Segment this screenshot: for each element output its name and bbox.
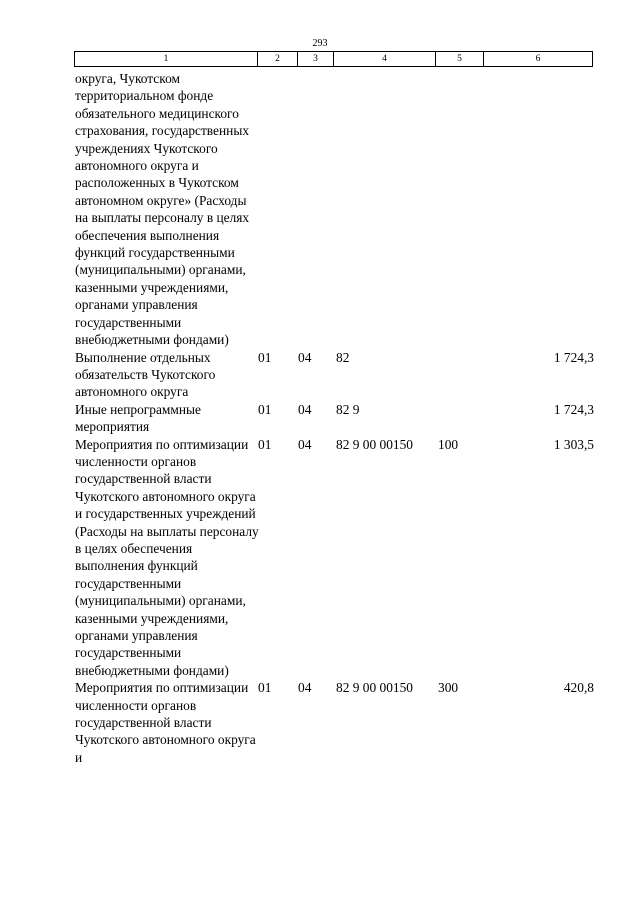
header-col-5: 5 <box>436 52 484 67</box>
row-target-code: 82 <box>336 349 350 365</box>
header-col-2: 2 <box>258 52 298 67</box>
table-row <box>0 679 640 766</box>
row-subsection-code: 04 <box>298 680 312 696</box>
row-description: Мероприятия по оптимизации численности органов государственной власти Чукотского автономного округа и государственных учреждений (Расходы на выплаты персоналу в целях обеспечения выполнения функций государственными (муниципальными) органами, казенными учреждениями, органами управления государственными внебюджетными фондами) <box>75 436 259 678</box>
table-body <box>0 70 640 766</box>
row-description: Мероприятия по оптимизации численности органов государственной власти Чукотского автономного округа и <box>75 680 256 765</box>
header-col-1: 1 <box>75 52 258 67</box>
table-row <box>0 436 640 680</box>
table-row <box>0 401 640 436</box>
row-section-code: 01 <box>258 349 272 365</box>
row-amount: 1 724,3 <box>553 349 594 365</box>
row-section-code: 01 <box>258 680 272 696</box>
row-subsection-code: 04 <box>298 401 312 417</box>
row-subsection-code: 04 <box>298 349 312 365</box>
row-expense-type: 100 <box>438 436 459 452</box>
row-target-code: 82 9 <box>336 401 360 417</box>
row-section-code: 01 <box>258 401 272 417</box>
row-expense-type: 300 <box>438 680 459 696</box>
row-amount: 1 303,5 <box>553 436 594 452</box>
header-col-4: 4 <box>334 52 436 67</box>
row-amount: 420,8 <box>563 680 594 696</box>
row-target-code: 82 9 00 00150 <box>336 436 413 452</box>
row-description: Иные непрограммные мероприятия <box>75 401 201 435</box>
row-target-code: 82 9 00 00150 <box>336 680 413 696</box>
row-section-code: 01 <box>258 436 272 452</box>
table-header <box>74 51 593 67</box>
header-col-3: 3 <box>298 52 334 67</box>
row-description: округа, Чукотском территориальном фонде обязательного медицинского страхования, государственных учреждениях Чукотского автономного округа и расположенных в Чукотском автономном округе» (Расходы на выплаты персоналу в целях обеспечения выполнения функций государственными (муниципальными) органами, казенными учреждениями, органами управления государственными внебюджетными фондами) <box>75 71 250 348</box>
row-amount: 1 724,3 <box>553 401 594 417</box>
page-number: 293 <box>312 38 328 49</box>
row-description: Выполнение отдельных обязательств Чукотского автономного округа <box>75 349 216 400</box>
row-subsection-code: 04 <box>298 436 312 452</box>
table-row <box>0 349 640 401</box>
header-col-6: 6 <box>484 52 593 67</box>
table-row <box>0 70 640 349</box>
